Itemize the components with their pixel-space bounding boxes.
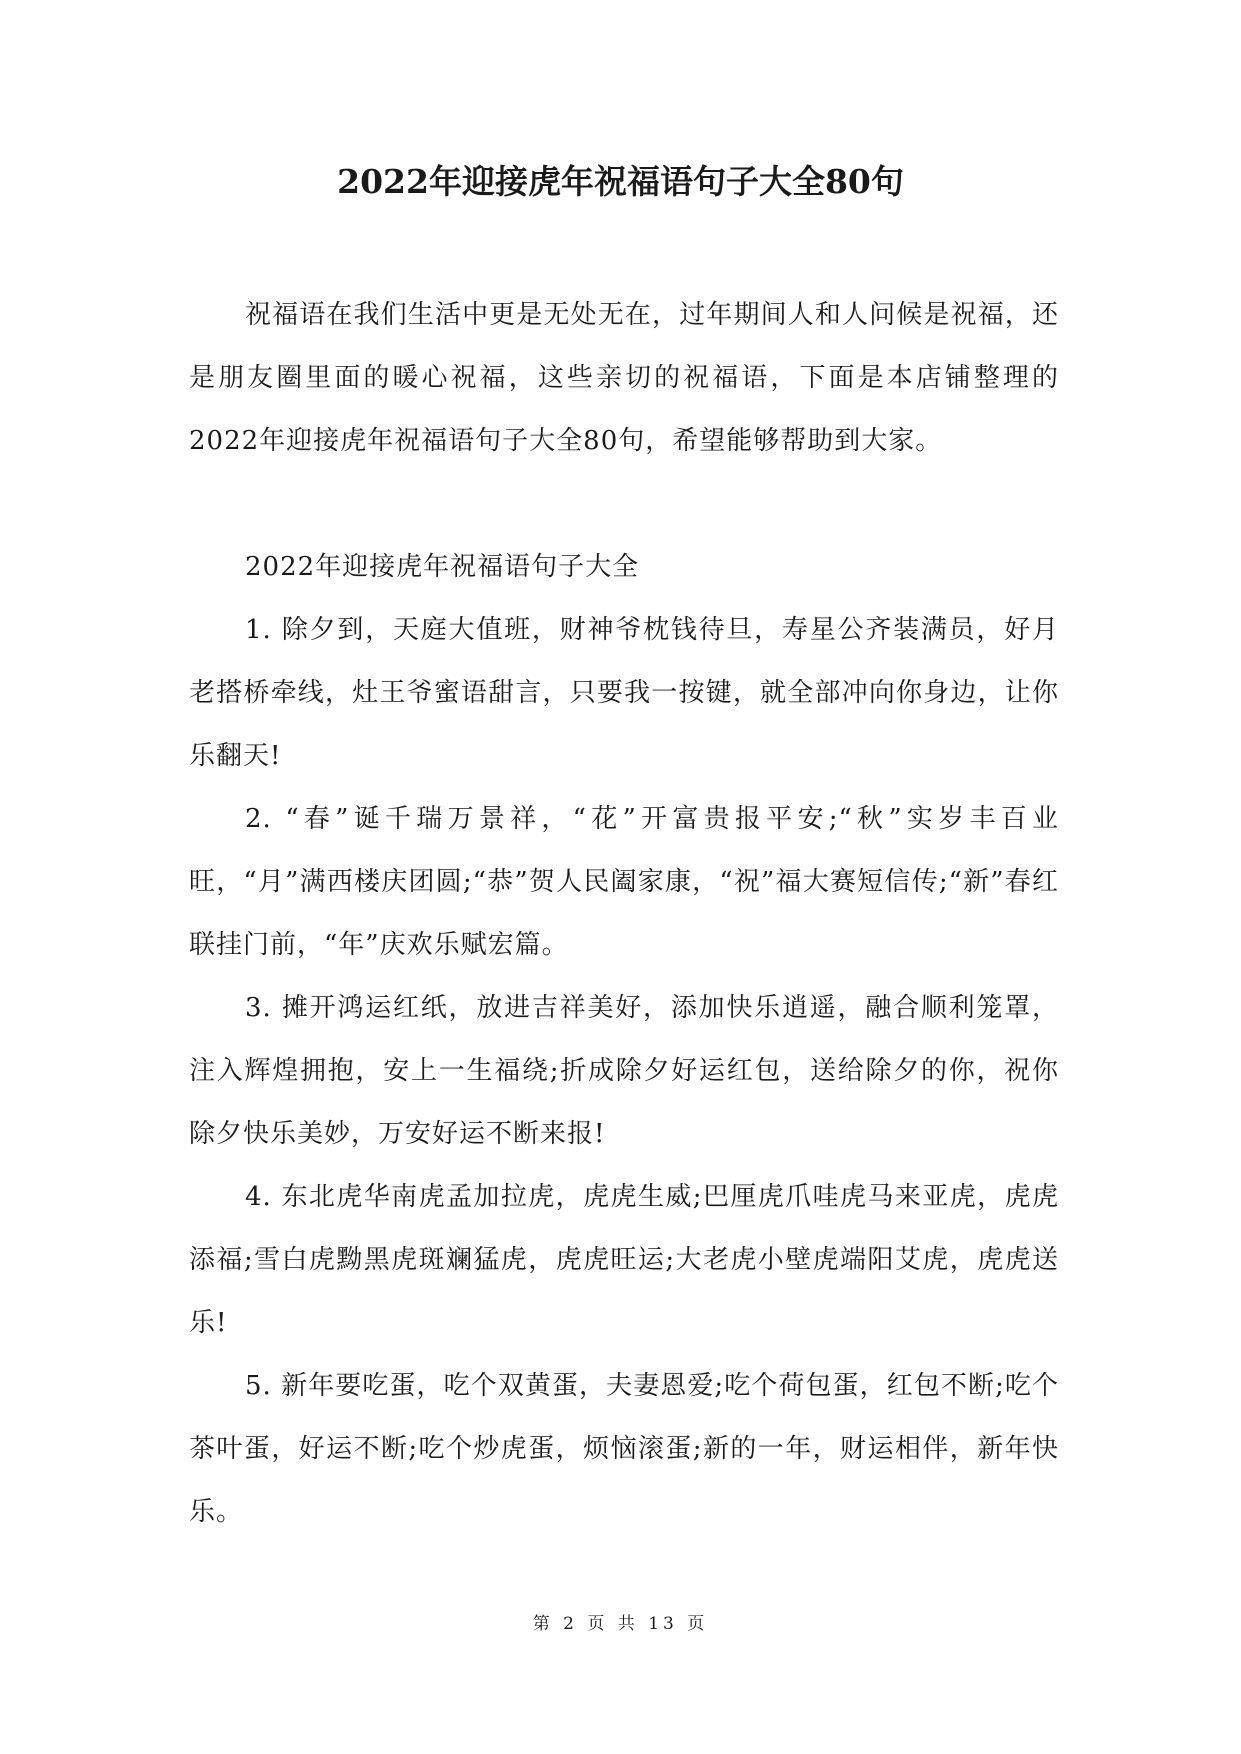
list-item: 2. “春”诞千瑞万景祥，“花”开富贵报平安;“秋”实岁丰百业旺，“月”满西楼庆团圆;“恭”贺人民阖家康，“祝”福大赛短信传;“新”春红联挂门前，“年”庆欢乐赋宏篇。 bbox=[189, 804, 1059, 960]
paragraph-spacer bbox=[189, 473, 1059, 536]
document-body bbox=[189, 284, 1059, 1544]
document-title: 2022年迎接虎年祝福语句子大全80句 bbox=[337, 162, 904, 201]
list-item: 5. 新年要吃蛋，吃个双黄蛋，夫妻恩爱;吃个荷包蛋，红包不断;吃个茶叶蛋，好运不断;吃个炒虎蛋，烦恼滚蛋;新的一年，财运相伴，新年快乐。 bbox=[189, 1371, 1059, 1527]
list-item: 3. 摊开鸿运红纸，放进吉祥美好，添加快乐逍遥，融合顺利笼罩，注入辉煌拥抱，安上一生福绕;折成除夕好运红包，送给除夕的你，祝你除夕快乐美妙，万安好运不断来报! bbox=[189, 993, 1059, 1149]
page-number-footer: 第 2 页 共 13 页 bbox=[532, 1614, 709, 1634]
section-heading: 2022年迎接虎年祝福语句子大全 bbox=[245, 552, 640, 582]
intro-paragraph: 祝福语在我们生活中更是无处无在，过年期间人和人问候是祝福，还是朋友圈里面的暖心祝福，这些亲切的祝福语，下面是本店铺整理的2022年迎接虎年祝福语句子大全80句，希望能够帮助到大家。 bbox=[189, 300, 1059, 456]
list-item: 1. 除夕到，天庭大值班，财神爷枕钱待旦，寿星公齐装满员，好月老搭桥牵线，灶王爷蜜语甜言，只要我一按键，就全部冲向你身边，让你乐翻天! bbox=[189, 615, 1059, 771]
list-item: 4. 东北虎华南虎孟加拉虎，虎虎生威;巴厘虎爪哇虎马来亚虎，虎虎添福;雪白虎黝黑虎斑斓猛虎，虎虎旺运;大老虎小壁虎端阳艾虎，虎虎送乐! bbox=[189, 1182, 1059, 1338]
